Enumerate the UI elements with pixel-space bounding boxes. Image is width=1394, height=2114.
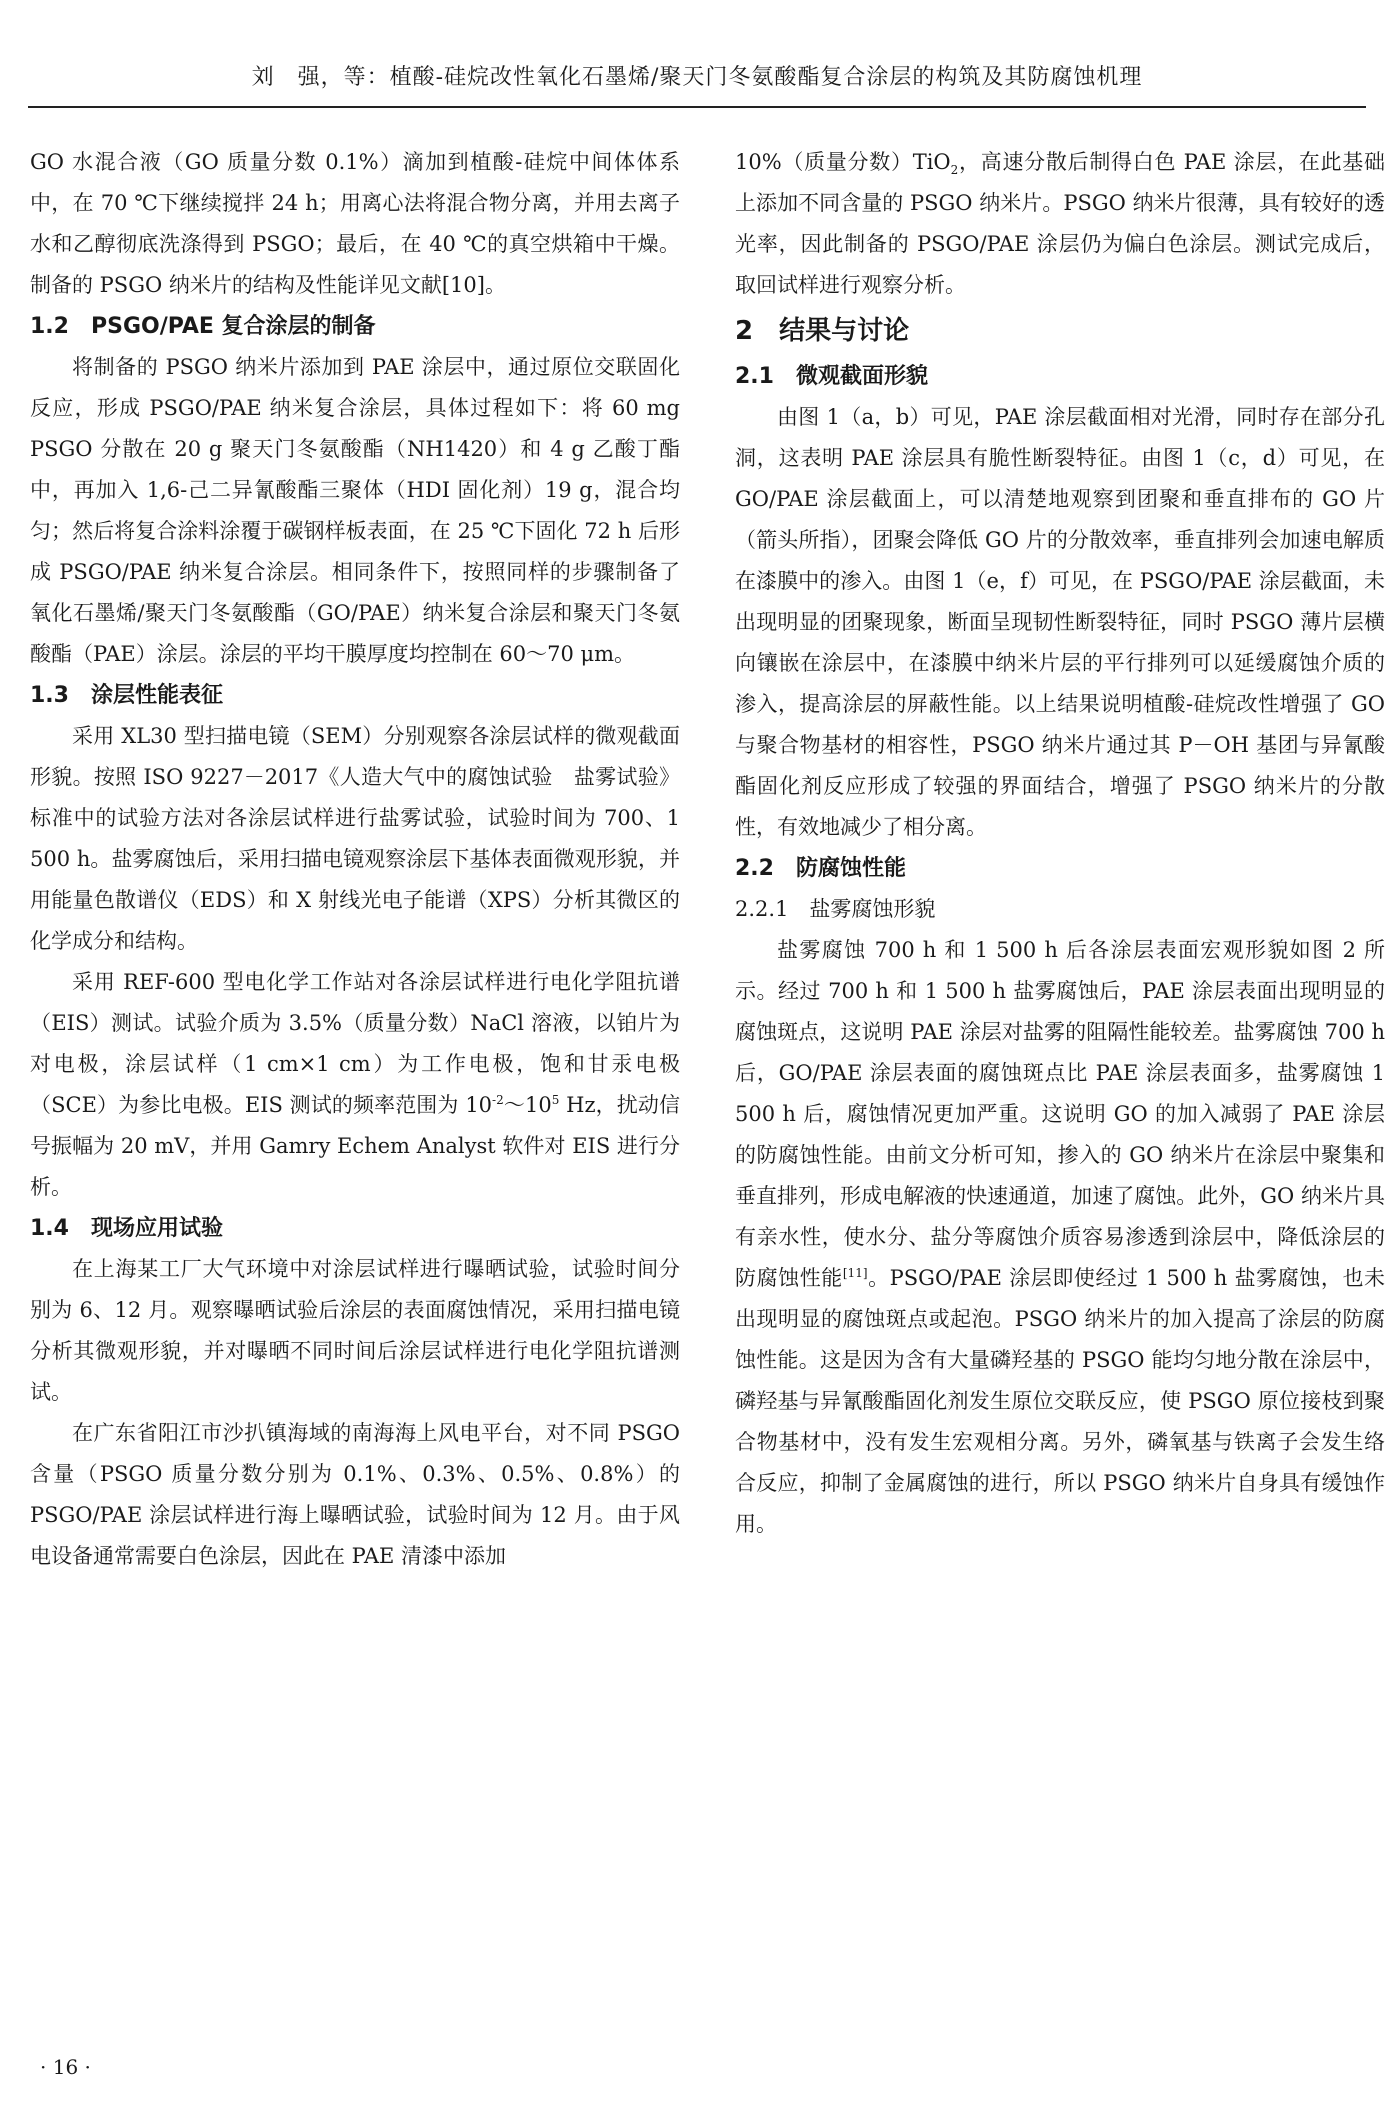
- tio2-subscript: 2: [950, 163, 959, 178]
- section-heading-1-2: 1.2 PSGO/PAE 复合涂层的制备: [30, 314, 376, 339]
- paragraph-continued-right: [735, 142, 1385, 306]
- paragraph-continued: GO 水混合液（GO 质量分数 0.1%）滴加到植酸-硅烷中间体体系中，在 70 ℃下继续搅拌 24 h；用离心法将混合物分离，并用去离子水和乙醇彻底洗涤得到 PSGO；最后，在 40 ℃的真空烘箱中干燥。制备的 PSGO 纳米片的结构及性能详见文献[10]。: [30, 150, 680, 297]
- paragraph-cross-section: 由图 1（a，b）可见，PAE 涂层截面相对光滑，同时存在部分孔洞，这表明 PAE 涂层具有脆性断裂特征。由图 1（c，d）可见，在 GO/PAE 涂层截面上，可以清楚地观察到团聚和垂直排布的 GO 片（箭头所指），团聚会降低 GO 片的分散效率，垂直排列会加速电解质在漆膜中的渗入。由图 1（e，f）可见，在 PSGO/PAE 涂层截面，未出现明显的团聚现象，断面呈现韧性断裂特征，同时 PSGO 薄片层横向镶嵌在涂层中，在漆膜中纳米片层的平行排列可以延缓腐蚀介质的渗入，提高涂层的屏蔽性能。以上结果说明植酸-硅烷改性增强了 GO 与聚合物基材的相容性，PSGO 纳米片通过其 P－OH 基团与异氰酸酯固化剂反应形成了较强的界面结合，增强了 PSGO 纳米片的分散性，有效地减少了相分离。: [735, 405, 1385, 839]
- tio2-text-a: 10%（质量分数）TiO: [735, 150, 951, 174]
- paragraph-eis-test: [30, 962, 680, 1208]
- section-heading-2-2-1: 2.2.1 盐雾腐蚀形貌: [735, 897, 936, 921]
- paragraph-sem-salt-spray: 采用 XL30 型扫描电镜（SEM）分别观察各涂层试样的微观截面形貌。按照 ISO 9227－2017《人造大气中的腐蚀试验 盐雾试验》标准中的试验方法对各涂层试样进行盐雾试验，试验时间为 700、1 500 h。盐雾腐蚀后，采用扫描电镜观察涂层下基体表面微观形貌，并用能量色散谱仪（EDS）和 X 射线光电子能谱（XPS）分析其微区的化学成分和结构。: [30, 724, 680, 953]
- section-heading-2: 2 结果与讨论: [735, 316, 910, 346]
- citation-11: [11]: [842, 1266, 868, 1280]
- eis-text-c: Hz，扰动信号振幅为 20 mV，并用 Gamry Echem Analyst 软件对 EIS 进行分析。: [30, 1093, 680, 1199]
- running-header: 刘 强，等：植酸-硅烷改性氧化石墨烯/聚天门冬氨酸酯复合涂层的构筑及其防腐蚀机理: [251, 65, 1143, 90]
- header-rule: [28, 106, 1366, 108]
- right-column: [735, 142, 1385, 2052]
- section-heading-1-4: 1.4 现场应用试验: [30, 1216, 223, 1241]
- tio2-text-b: ，高速分散后制得白色 PAE 涂层，在此基础上添加不同含量的 PSGO 纳米片。PSGO 纳米片很薄，具有较好的透光率，因此制备的 PSGO/PAE 涂层仍为偏白色涂层。测试完成后，取回试样进行观察分析。: [735, 150, 1385, 297]
- eis-text-b: ～10: [503, 1093, 552, 1117]
- paragraph-offshore-test: 在广东省阳江市沙扒镇海域的南海海上风电平台，对不同 PSGO 含量（PSGO 质量分数分别为 0.1%、0.3%、0.5%、0.8%）的 PSGO/PAE 涂层试样进行海上曝晒试验，试验时间为 12 月。由于风电设备通常需要白色涂层，因此在 PAE 清漆中添加: [30, 1421, 680, 1568]
- paragraph-field-exposure: 在上海某工厂大气环境中对涂层试样进行曝晒试验，试验时间分别为 6、12 月。观察曝晒试验后涂层的表面腐蚀情况，采用扫描电镜分析其微观形貌，并对曝晒不同时间后涂层试样进行电化学阻抗谱测试。: [30, 1257, 680, 1404]
- page-number: · 16 ·: [40, 2055, 91, 2079]
- left-column: [30, 142, 680, 2052]
- section-heading-2-2: 2.2 防腐蚀性能: [735, 856, 906, 881]
- section-heading-2-1: 2.1 微观截面形貌: [735, 364, 928, 389]
- eis-exponent-1: -2: [492, 1093, 504, 1107]
- salt-spray-text-a: 盐雾腐蚀 700 h 和 1 500 h 后各涂层表面宏观形貌如图 2 所示。经过 700 h 和 1 500 h 盐雾腐蚀后，PAE 涂层表面出现明显的腐蚀斑点，这说明 PAE 涂层对盐雾的阻隔性能较差。盐雾腐蚀 700 h 后，GO/PAE 涂层表面的腐蚀斑点比 PAE 涂层表面多，盐雾腐蚀 1 500 h 后，腐蚀情况更加严重。这说明 GO 的加入减弱了 PAE 涂层的防腐蚀性能。由前文分析可知，掺入的 GO 纳米片在涂层中聚集和垂直排列，形成电解液的快速通道，加速了腐蚀。此外，GO 纳米片具有亲水性，使水分、盐分等腐蚀介质容易渗透到涂层中，降低涂层的防腐蚀性能: [735, 938, 1385, 1290]
- paragraph-salt-spray-morphology: [735, 930, 1385, 1545]
- eis-text-a: 采用 REF-600 型电化学工作站对各涂层试样进行电化学阻抗谱（EIS）测试。试验介质为 3.5%（质量分数）NaCl 溶液，以铂片为对电极，涂层试样（1 cm×1 cm）为工作电极，饱和甘汞电极（SCE）为参比电极。EIS 测试的频率范围为 10: [30, 970, 680, 1117]
- paragraph-coating-preparation: 将制备的 PSGO 纳米片添加到 PAE 涂层中，通过原位交联固化反应，形成 PSGO/PAE 纳米复合涂层，具体过程如下：将 60 mg PSGO 分散在 20 g 聚天门冬氨酸酯（NH1420）和 4 g 乙酸丁酯中，再加入 1,6-己二异氰酸酯三聚体（HDI 固化剂）19 g，混合均匀；然后将复合涂料涂覆于碳钢样板表面，在 25 ℃下固化 72 h 后形成 PSGO/PAE 纳米复合涂层。相同条件下，按照同样的步骤制备了氧化石墨烯/聚天门冬氨酸酯（GO/PAE）纳米复合涂层和聚天门冬氨酸酯（PAE）涂层。涂层的平均干膜厚度均控制在 60～70 μm。: [30, 355, 680, 666]
- eis-exponent-2: 5: [551, 1093, 560, 1107]
- section-heading-1-3: 1.3 涂层性能表征: [30, 683, 223, 708]
- salt-spray-text-b: 。PSGO/PAE 涂层即使经过 1 500 h 盐雾腐蚀，也未出现明显的腐蚀斑点或起泡。PSGO 纳米片的加入提高了涂层的防腐蚀性能。这是因为含有大量磷羟基的 PSGO 能均匀地分散在涂层中，磷羟基与异氰酸酯固化剂发生原位交联反应，使 PSGO 原位接枝到聚合物基材中，没有发生宏观相分离。另外，磷氧基与铁离子会发生络合反应，抑制了金属腐蚀的进行，所以 PSGO 纳米片自身具有缓蚀作用。: [735, 1266, 1385, 1536]
